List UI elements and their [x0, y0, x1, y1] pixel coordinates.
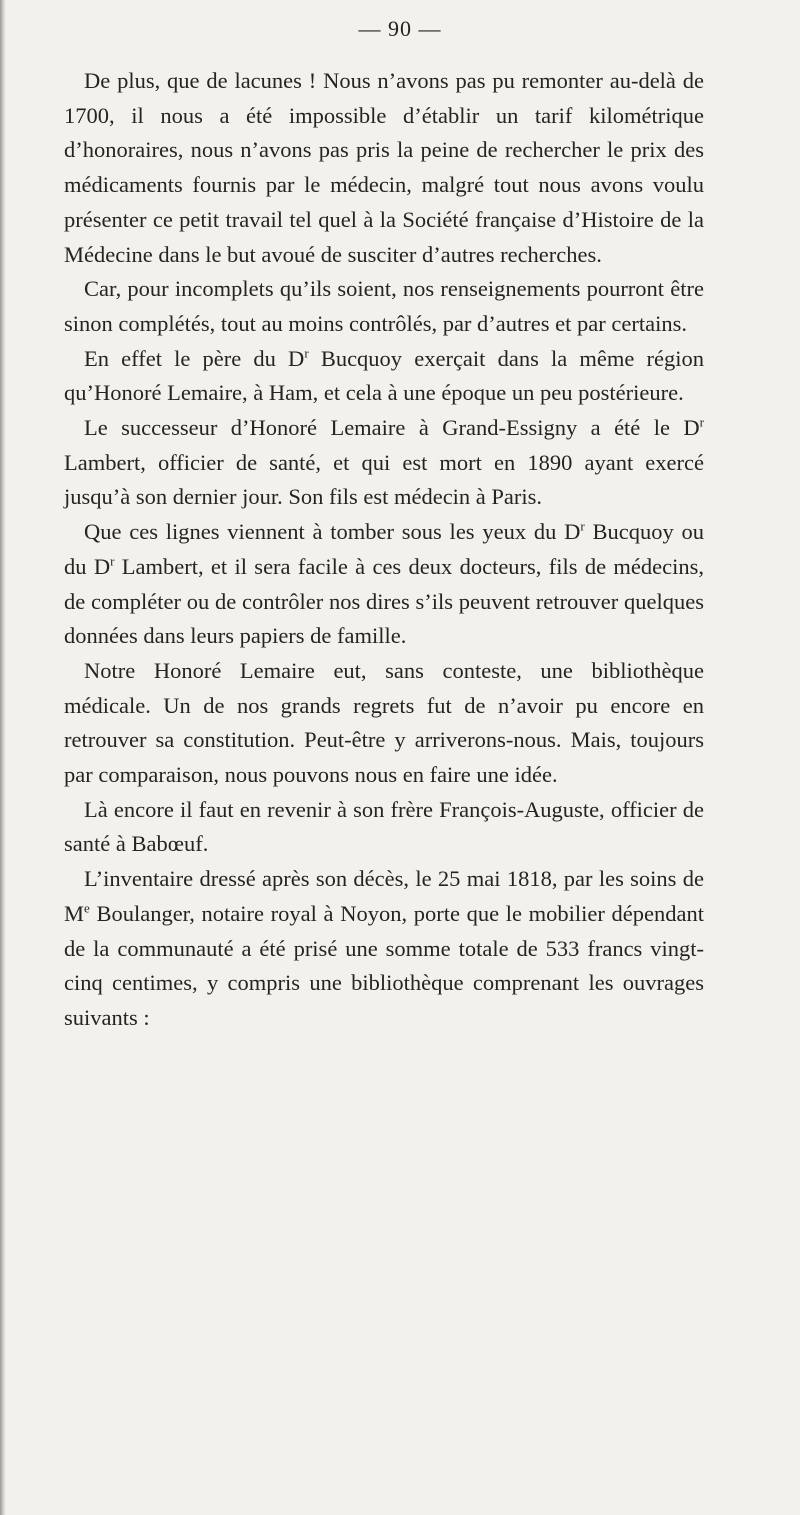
- page-binding-edge: [0, 0, 6, 1515]
- superscript: r: [699, 414, 704, 430]
- superscript: r: [304, 345, 309, 361]
- paragraph-3: En effet le père du $D^r$ Bucquoy exerçait dans la même région qu’Honoré Lemaire, à Ham, et cela à une époque un peu postérieure.: [64, 345, 704, 406]
- body-text: [64, 64, 704, 1036]
- paragraph-4: Le successeur d’Honoré Lemaire à Grand-Essigny a été le $D^r$ Lambert, officier de santé, et qui est mort en 1890 ayant exercé jusqu’à son dernier jour. Son fils est médecin à Paris.: [64, 414, 704, 510]
- paragraph-7: Là encore il faut en revenir à son frère François-Auguste, officier de santé à Babœuf.: [64, 796, 704, 857]
- superscript: r: [110, 553, 115, 569]
- superscript: e: [84, 900, 90, 916]
- paragraph-2: Car, pour incomplets qu’ils soient, nos renseignements pourront être sinon complétés, tout au moins contrôlés, par d’autres et par certains.: [64, 276, 704, 336]
- page-number: — 90 —: [358, 16, 442, 41]
- paragraph-6: Notre Honoré Lemaire eut, sans conteste, une bibliothèque médicale. Un de nos grands regrets fut de n’avoir pu encore en retrouver sa constitution. Peut-être y arriverons-nous. Mais, toujours par comparaison, nous pouvons nous en faire une idée.: [64, 657, 704, 788]
- paragraph-5: Que ces lignes viennent à tomber sous les yeux du $D^r$ Bucquoy ou du $D^r$ Lambert, et il sera facile à ces deux docteurs, fils de médecins, de compléter ou de contrôler nos dires s’ils peuvent retrouver quelques données dans leurs papiers de famille.: [64, 518, 704, 649]
- superscript: r: [580, 518, 585, 534]
- paragraph-8: L’inventaire dressé après son décès, le 25 mai 1818, par les soins de Me Boulanger, notaire royal à Noyon, porte que le mobilier dépendant de la communauté a été prisé une somme totale de 533 francs vingt-cinq centimes, y compris une bibliothèque comprenant les ouvrages suivants :: [64, 866, 704, 1030]
- paragraph-1: De plus, que de lacunes ! Nous n’avons pas pu remonter au-delà de 1700, il nous a été impossible d’établir un tarif kilométrique d’honoraires, nous n’avons pas pris la peine de rechercher le prix des médicaments fournis par le médecin, malgré tout nous avons voulu présenter ce petit travail tel quel à la Société française d’Histoire de la Médecine dans le but avoué de susciter d’autres recherches.: [64, 68, 704, 267]
